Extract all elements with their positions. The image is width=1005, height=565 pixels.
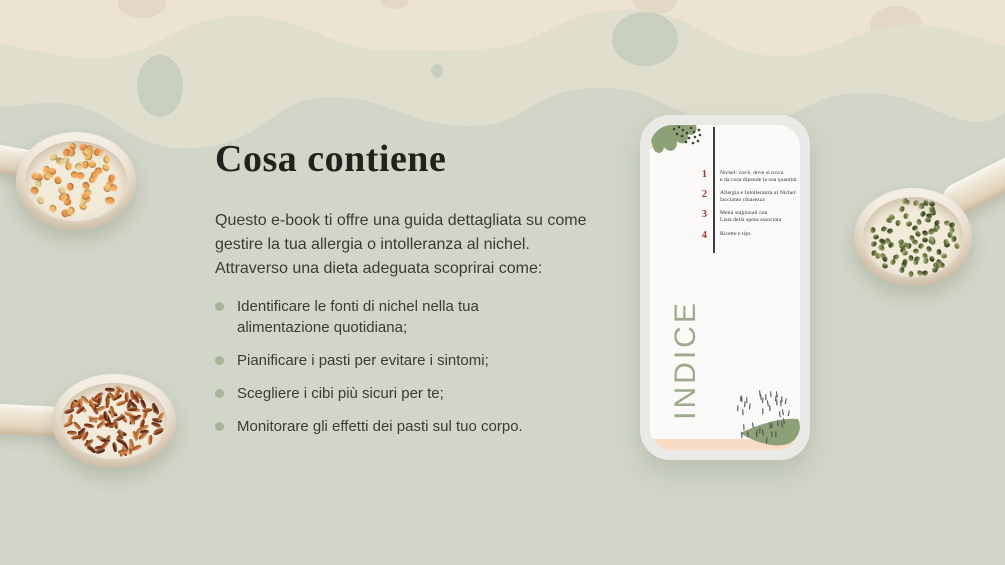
- index-item: [650, 210, 800, 223]
- index-item-number: 2: [701, 189, 707, 201]
- bullet-dot-icon: [215, 356, 224, 365]
- corner-leaf-blob-icon: [650, 125, 712, 161]
- bullet-dot-icon: [215, 422, 224, 431]
- index-item: [650, 190, 800, 203]
- intro-paragraph: Questo e-book ti offre una guida dettagliata su come gestire la tua allergia o intolleranza al nichel. Attraverso una dieta adeguata scoprirai come:: [215, 212, 587, 277]
- index-item-number: 1: [701, 169, 707, 180]
- mung-beans-cluster: [867, 199, 959, 275]
- index-item-number: 4: [701, 229, 707, 241]
- index-item-number: 3: [701, 209, 707, 221]
- list-item-label: Scegliere i cibi più sicuri per te;: [237, 385, 444, 402]
- list-item: [215, 383, 523, 404]
- benefits-list: [215, 296, 523, 449]
- index-item-label: Nichel: cos'è, dove si trova e da cosa dipende la sua quantità: [720, 170, 797, 183]
- slide-title: Cosa contiene: [215, 138, 447, 181]
- list-item-label: Monitorare gli effetti dei pasti sul tuo corpo.: [237, 418, 523, 435]
- background-waves: [0, 0, 1005, 235]
- ebook-index-page: [650, 125, 800, 450]
- spoon-bowl: [16, 132, 136, 230]
- list-item: [215, 416, 523, 437]
- list-item-label: Identificare le fonti di nichel nella tua alimentazione quotidiana;: [237, 298, 479, 336]
- index-item: [650, 170, 800, 183]
- bullet-dot-icon: [215, 389, 224, 398]
- index-item-label: Menù stagionali con Lista della spesa associata: [720, 210, 782, 223]
- list-item: [215, 350, 523, 371]
- list-item-label: Pianificare i pasti per evitare i sintomi;: [237, 352, 489, 369]
- index-item-list: [650, 170, 800, 248]
- index-item-label: Ricette e tips: [720, 230, 751, 237]
- dash-pattern: [738, 393, 790, 441]
- lentils-cluster: [33, 146, 119, 216]
- index-item-label: Allergia e Intolleranza al Nichel: facciamo chiarezza: [720, 190, 797, 203]
- index-item: [650, 231, 800, 241]
- list-item: [215, 296, 523, 338]
- rice-grains-cluster: [66, 389, 162, 453]
- spoon-bowl: [854, 188, 972, 286]
- bullet-dot-icon: [215, 302, 224, 311]
- index-vertical-title: INDICE: [669, 300, 702, 420]
- spoon-bowl: [52, 374, 176, 468]
- ebook-phone-mockup: [640, 115, 810, 460]
